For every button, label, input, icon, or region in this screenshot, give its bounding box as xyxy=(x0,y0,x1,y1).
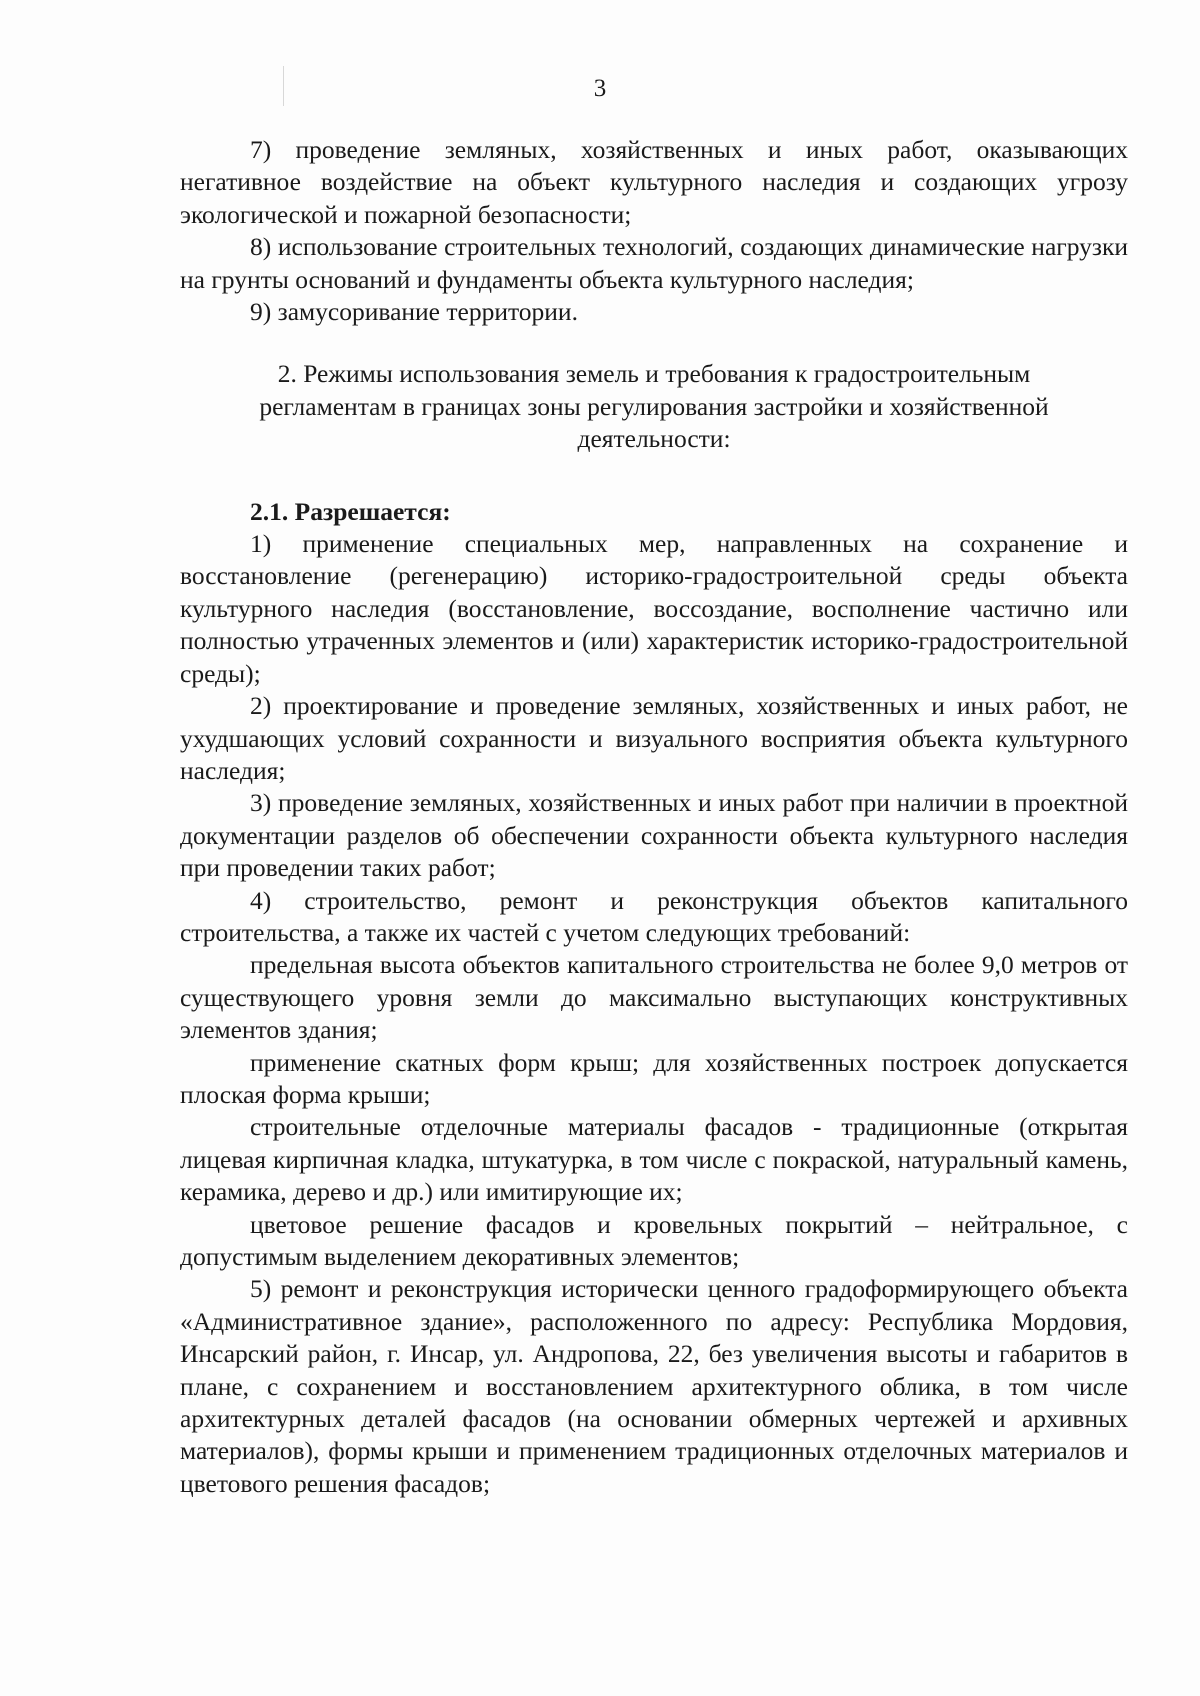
section-heading xyxy=(180,358,1128,455)
allowed-item-5: 5) ремонт и реконструкция исторически ценного градоформирующего объекта «Административное здание», расположенного по адресу: Республика Мордовия, Инсарский район, г. Инсар, ул. Андропова, 22, без увеличения высоты и габаритов в плане, с сохранением и восстановлением архитектурного облика, в том числе архитектурных деталей фасадов (на основании обмерных чертежей и архивных материалов), формы крыши и применением традиционных отделочных материалов и цветового решения фасадов; xyxy=(180,1274,1128,1498)
list-item-9: 9) замусоривание территории. xyxy=(250,297,578,327)
allowed-item-2: 2) проектирование и проведение земляных, хозяйственных и иных работ, не ухудшающих условий сохранности и визуального восприятия объекта культурного наследия; xyxy=(180,691,1128,785)
section-heading-line-1: 2. Режимы использования земель и требования к градостроительным xyxy=(277,359,1031,389)
section-heading-line-3: деятельности: xyxy=(577,424,731,454)
allowed-item-4: 4) строительство, ремонт и реконструкция объектов капитального строительства, а также их частей с учетом следующих требований: xyxy=(180,885,1128,947)
requirement-color: цветовое решение фасадов и кровельных покрытий – нейтральное, с допустимым выделением декоративных элементов; xyxy=(180,1209,1128,1271)
allowed-item-1: 1) применение специальных мер, направленных на сохранение и восстановление (регенерацию) историко-градостроительной среды объекта культурного наследия (восстановление, воссоздание, восполнение частично или полностью утраченных элементов и (или) характеристик историко-градостроительной среды); xyxy=(180,529,1128,688)
list-item-8: 8) использование строительных технологий, создающих динамические нагрузки на грунты оснований и фундаменты объекта культурного наследия; xyxy=(180,232,1128,294)
subsection-title: 2.1. Разрешается: xyxy=(250,496,451,526)
requirement-roof: применение скатных форм крыш; для хозяйственных построек допускается плоская форма крыши; xyxy=(180,1047,1128,1109)
document-body xyxy=(180,134,1128,1500)
section-heading-line-2: регламентам в границах зоны регулирования застройки и хозяйственной xyxy=(259,391,1049,421)
requirement-materials: строительные отделочные материалы фасадов - традиционные (открытая лицевая кирпичная кладка, штукатурка, в том числе с покраской, натуральный камень, керамика, дерево и др.) или имитирующие их; xyxy=(180,1112,1128,1207)
list-item-7: 7) проведение земляных, хозяйственных и иных работ, оказывающих негативное воздействие на объект культурного наследия и создающих угрозу экологической и пожарной безопасности; xyxy=(180,135,1128,229)
requirement-height: предельная высота объектов капитального строительства не более 9,0 метров от существующего уровня земли до максимально выступающих конструктивных элементов здания; xyxy=(180,950,1128,1045)
allowed-item-3: 3) проведение земляных, хозяйственных и иных работ при наличии в проектной документации разделов об обеспечении сохранности объекта культурного наследия при проведении таких работ; xyxy=(180,788,1128,883)
page-number: 3 xyxy=(593,75,607,102)
